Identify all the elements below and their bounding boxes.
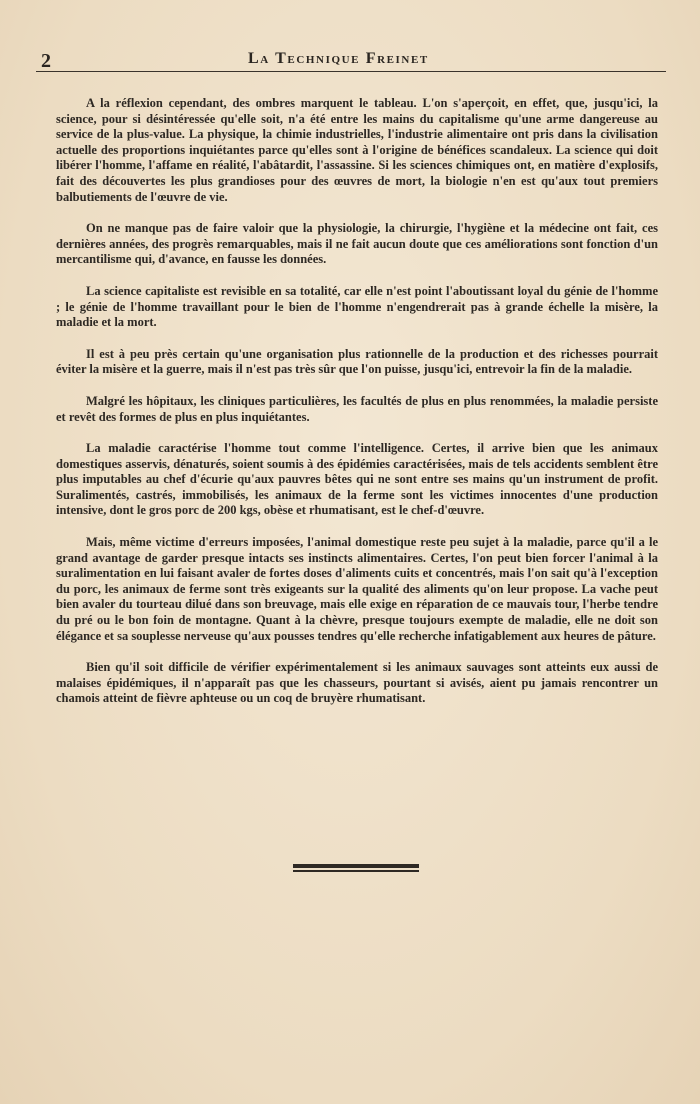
- page-number: 2: [41, 50, 52, 72]
- paragraph: Bien qu'il soit difficile de vérifier expérimentalement si les animaux sauvages sont atteints eux aussi de malaises épidémiques, il n'apparaît pas que les chasseurs, pourtant si avisés, aient pu jamais rencontrer un chamois atteint de fièvre aphteuse ou un coq de bruyère rhumatisant.: [56, 660, 658, 706]
- article-body: [56, 96, 658, 723]
- paragraph: La science capitaliste est revisible en sa totalité, car elle n'est point l'aboutissant loyal du génie de l'homme ; le génie de l'homme travaillant pour le bien de l'homme n'engendrerait pas à grande échelle la misère, la maladie et la mort.: [56, 283, 658, 330]
- running-title: La Technique Freinet: [248, 50, 429, 67]
- paragraph: A la réflexion cependant, des ombres marquent le tableau. L'on s'aperçoit, en effet, que, jusqu'ici, la science, pour si désintéressée qu'elle soit, n'a été entre les mains du capitalisme qu'une arme dangereuse au service de la plus-value. La physique, la chimie industrielles, l'industrie alimentaire ont pris dans la civilisation actuelle des proportions inquiétantes parce qu'elles sont à l'origine de bénéfices scandaleux. La science qui doit libérer l'homme, l'affame en réalité, l'abâtardit, l'assassine. Si les sciences chimiques ont, en matière d'explosifs, fait des découvertes les plus grandioses pour des œuvres de mort, la biologie n'en est qu'aux tout premiers balbutiements de l'œuvre de vie.: [56, 96, 658, 204]
- paragraph: La maladie caractérise l'homme tout comme l'intelligence. Certes, il arrive bien que les animaux domestiques asservis, dénaturés, soient soumis à des épidémies caractérisées, mais de tels accidents semblent être plus imputables au chef d'écurie qu'aux pauvres bêtes qui ne sont entre ses mains qu'un instrument de profit. Suralimentés, castrés, immobilisés, les animaux de la ferme sont les victimes innocentes d'une production intensive, dont le gros porc de 200 kgs, obèse et rhumatisant, est le chef-d'œuvre.: [56, 441, 658, 518]
- end-rule-thin-line: [293, 870, 419, 872]
- page-header: [38, 50, 666, 70]
- paragraph: On ne manque pas de faire valoir que la physiologie, la chirurgie, l'hygiène et la médecine ont fait, ces dernières années, des progrès remarquables, mais il ne fait aucun doute que ces améliorations sont fonction d'un mercantilisme qui, d'avance, en fausse les données.: [56, 221, 658, 267]
- end-rule-thick-line: [293, 864, 419, 868]
- paragraph: Malgré les hôpitaux, les cliniques particulières, les facultés de plus en plus renommées, la maladie persiste et revêt des formes de plus en plus inquiétantes.: [56, 393, 658, 424]
- header-rule: [36, 71, 666, 72]
- paragraph: Mais, même victime d'erreurs imposées, l'animal domestique reste peu sujet à la maladie, parce qu'il a le grand avantage de garder presque intacts ses instincts alimentaires. Certes, l'on peut bien forcer l'animal à la suralimentation en lui faisant avaler de fortes doses d'aliments cuits et concentrés, mais l'on sait qu'à l'exception du porc, les animaux de ferme sont très exigeants sur la qualité des aliments qu'on leur propose. La vache peut bien avaler du tourteau dilué dans son breuvage, mais elle exige en réparation de ce mauvais tour, l'herbe tendre du pré ou le bon foin de montagne. Quant à la chèvre, presque toujours exempte de maladie, elle ne doit son élégance et sa souplesse nerveuse qu'aux pousses tendres qu'elle recherche infatigablement aux heures de pâture.: [56, 535, 658, 643]
- end-of-article-rule: [293, 864, 419, 873]
- paragraph: Il est à peu près certain qu'une organisation plus rationnelle de la production et des richesses pourrait éviter la misère et la guerre, mais il n'est pas très sûr que l'on puisse, jusqu'ici, entrevoir la fin de la maladie.: [56, 346, 658, 377]
